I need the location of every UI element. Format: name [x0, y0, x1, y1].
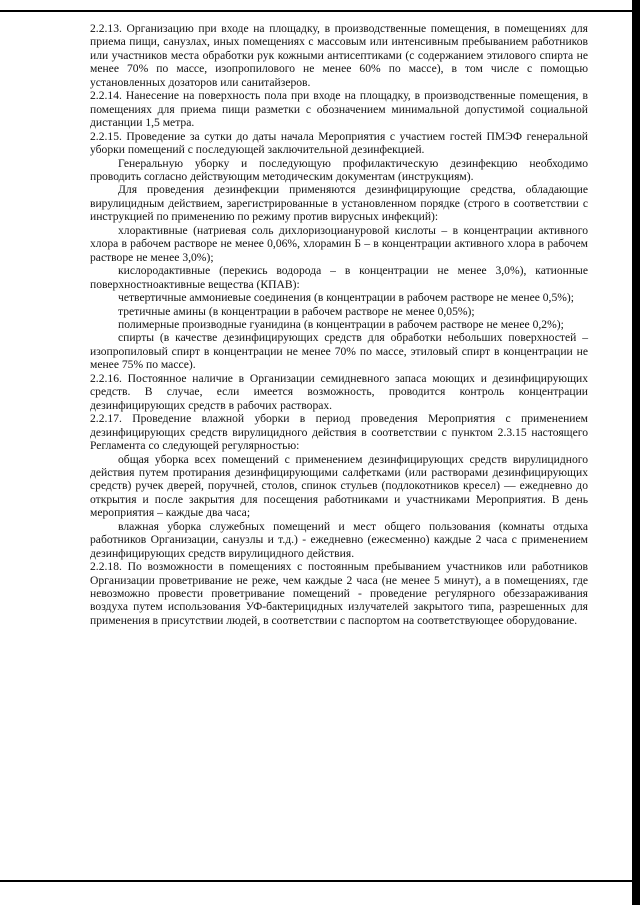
paragraph-general-cleaning: Генеральную уборку и последующую профилактическую дезинфекцию необходимо проводить согласно действующим методическим документам (инструкциям). — [90, 156, 588, 183]
scan-border-bottom — [0, 880, 640, 882]
clause-2-2-16: 2.2.16. Постоянное наличие в Организации семидневного запаса моющих и дезинфицирующих средств. В случае, если имеется возможность, проводится контроль концентрации дезинфицирующих средств в рабочих растворах. — [90, 371, 588, 412]
list-item-general-cleaning: общая уборка всех помещений с применением дезинфицирующих средств вирулицидного действия путем протирания дезинфицирующими салфетками (или растворами дезинфицирующих средств) ручек дверей, поручней, столов, спинок стульев (подлокотников кресел) — ежедневно до открытия и после закрытия для посещения работниками и участниками Мероприятия. В день мероприятия – каждые два часа; — [90, 452, 588, 520]
scan-border-top — [0, 10, 640, 12]
list-item-tertiary-amines: третичные амины (в концентрации в рабочем растворе не менее 0,05%); — [118, 304, 475, 318]
list-item-wet-cleaning: влажная уборка служебных помещений и мест общего пользования (комнаты отдыха работников Организации, санузлы и т.д.) - ежедневно (ежесменно) каждые 2 часа с применением дезинфицирующих средств вирулицидного действия. — [90, 519, 588, 560]
list-item-alcohols: спирты (в качестве дезинфицирующих средств для обработки небольших поверхностей – изопропиловый спирт в концентрации не менее 70% по массе, этиловый спирт в концентрации не менее 75% по массе). — [90, 331, 588, 372]
list-item-quaternary-ammonium: четвертичные аммониевые соединения (в концентрации в рабочем растворе не менее 0,5%); — [118, 291, 574, 305]
clause-2-2-13: 2.2.13. Организацию при входе на площадку, в производственные помещения, в помещениях для приема пищи, санузлах, иных помещениях с массовым или интенсивным пребыванием работников или участников места обработки рук кожными антисептиками (с содержанием этилового спирта не менее 70% по массе, изопропилового не менее 60% по массе), в том числе с помощью установленных дозаторов или санитайзеров. — [90, 22, 588, 89]
clause-2-2-14: 2.2.14. Нанесение на поверхность пола при входе на площадку, в производственные помещения, в помещениях для приема пищи разметки с обозначением минимальной допустимой социальной дистанции 1,5 метра. — [90, 89, 588, 130]
paragraph-disinfection-agents: Для проведения дезинфекции применяются дезинфицирующие средства, обладающие вирулицидным действием, зарегистрированные в установленном порядке (строго в соответствии с инструкцией по применению по режиму против вирусных инфекций): — [90, 183, 588, 224]
clause-2-2-15: 2.2.15. Проведение за сутки до даты начала Мероприятия с участием гостей ПМЭФ генеральной уборки помещений с последующей заключительной дезинфекцией. — [90, 129, 588, 157]
list-item-oxygen-active: кислородактивные (перекись водорода – в концентрации не менее 3,0%), катионные поверхностноактивные вещества (КПАВ): — [90, 264, 588, 291]
clause-2-2-17: 2.2.17. Проведение влажной уборки в период проведения Мероприятия с применением дезинфицирующих средств вирулицидного действия в соответствии с пунктом 2.3.15 настоящего Регламента со следующей регулярностью: — [90, 412, 588, 453]
list-item-guanidine: полимерные производные гуанидина (в концентрации в рабочем растворе не менее 0,2%); — [118, 317, 564, 331]
list-item-chlorine-active: хлорактивные (натриевая соль дихлоризоциануровой кислоты – в концентрации активного хлора в рабочем растворе не менее 0,06%, хлорамин Б – в концентрации активного хлора в рабочем растворе не менее 3,0%); — [90, 223, 588, 264]
document-body — [90, 22, 588, 627]
clause-2-2-18: 2.2.18. По возможности в помещениях с постоянным пребыванием участников или работников Организации проветривание не реже, чем каждые 2 часа (не менее 5 минут), а в помещениях, где невозможно провести проветривание помещений - проведение регулярного обеззараживания воздуха путем использования УФ-бактерицидных излучателей закрытого типа, разрешенных для применения в присутствии людей, в соответствии с паспортом на соответствующее оборудование. — [90, 560, 588, 627]
